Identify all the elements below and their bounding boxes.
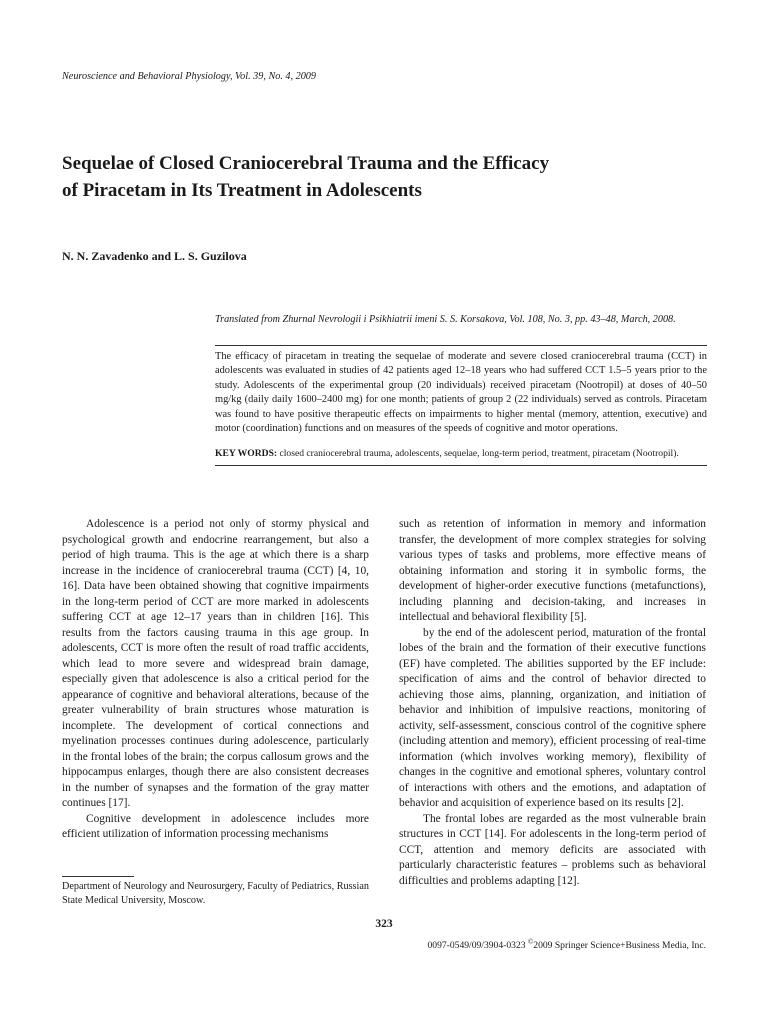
copyright-line	[427, 938, 706, 951]
affiliation-footnote: Department of Neurology and Neurosurgery, Faculty of Pediatrics, Russian State Medical University, Moscow.	[62, 881, 369, 906]
abstract-text: The efficacy of piracetam in treating the sequelae of moderate and severe closed craniocerebral trauma (CCT) in adolescents was evaluated in studies of 42 patients aged 12–18 years who had suffered CCT 1.5–5 years prior to the study. Adolescents of the experimental group (20 individuals) received piracetam (Nootropil) at doses of 40–50 mg/kg (daily daily 1600–2400 mg) for one month; patients of group 2 (22 individuals) served as controls. Piracetam was found to have positive therapeutic effects on impairments to higher mental (memory, attention, executive) and motor (coordination) functions and on measures of the speeds of cognitive and motor operations.	[215, 351, 707, 435]
title-line-1: Sequelae of Closed Craniocerebral Trauma and the Efficacy	[62, 153, 550, 174]
article-title	[62, 150, 702, 204]
body-column-right	[399, 517, 706, 889]
copyright-symbol: ©	[527, 938, 534, 946]
copyright-text: 2009 Springer Science+Business Media, Inc.	[533, 940, 706, 952]
keywords-label: KEY WORDS:	[215, 448, 278, 460]
body-column-left	[62, 517, 369, 843]
title-line-2: of Piracetam in Its Treatment in Adolescents	[62, 180, 422, 201]
page-number: 323	[375, 918, 393, 930]
journal-citation: Neuroscience and Behavioral Physiology, Vol. 39, No. 4, 2009	[62, 71, 316, 82]
body-paragraph: such as retention of information in memory and information transfer, the development of more complex strategies for solving various types of tasks and problems, more effective means of obtaining information and storing it in symbolic forms, the development of higher-order executive functions (metafunctions), including planning and decision-taking, and increases in intellectual and behavioral flexibility [5].	[399, 518, 706, 623]
body-paragraph: Adolescence is a period not only of stormy physical and psychological growth and endocrine rearrangement, but also a period of high trauma. This is the age at which there is a sharp increase in the incidence of craniocerebral trauma (CCT) [4, 10, 16]. Data have been obtained showing that cognitive impairments in the long-term period of CCT are more marked in adolescents suffering CCT at age 12–17 years than in children [16]. This results from the factors causing trauma in this age group. In adolescents, CCT is more often the result of road traffic accidents, which lead to more severe and widespread brain damage, especially given that adolescence is also a critical period for the appearance of cognitive and behavioral alterations, because of the greater vulnerability of brain structures whose maturation is incomplete. The development of cortical connections and myelination processes continues during adolescence, particularly in the frontal lobes of the brain; the corpus callosum grows and the hippocampus enlarges, though there are also consistent decreases in the number of synapses and the formation of the gray matter continues [17].	[62, 518, 369, 809]
keywords-line	[215, 447, 707, 460]
authors: N. N. Zavadenko and L. S. Guzilova	[62, 249, 247, 263]
body-paragraph: The frontal lobes are regarded as the most vulnerable brain structures in CCT [14]. For adolescents in the long-term period of CCT, attention and memory deficits are associated with particularly characteristic features – problems such as behavioral difficulties and problems adapting [12].	[399, 812, 706, 887]
footnote-divider	[62, 876, 134, 877]
copyright-code: 0097-0549/09/3904-0323	[427, 940, 528, 952]
body-paragraph: by the end of the adolescent period, maturation of the frontal lobes of the brain and the formation of their executive functions (EF) have completed. The abilities supported by the EF include: specification of aims and the control of behavior directed to achieving those aims, planning, organization, and initiation of behavior and inhibition of impulsive reactions, monitoring of activity, self-assessment, conscious control of the cognitive sphere (including attention and memory), efficient processing of real-time information (which involves working memory), flexibility of changes in the cognitive and emotional spheres, voluntary control of interactions with others and the emotions, and adaptation of behavior and acquisition of experience based on its results [2].	[399, 626, 706, 809]
abstract-block	[215, 345, 707, 466]
keywords-text: closed craniocerebral trauma, adolescents, sequelae, long-term period, treatment, piracetam (Nootropil).	[277, 448, 679, 460]
body-paragraph: Cognitive development in adolescence includes more efficient utilization of information processing mechanisms	[62, 812, 369, 840]
translation-note: Translated from Zhurnal Nevrologii i Psikhiatrii imeni S. S. Korsakova, Vol. 108, No. 3, pp. 43–48, March, 2008.	[215, 314, 676, 325]
